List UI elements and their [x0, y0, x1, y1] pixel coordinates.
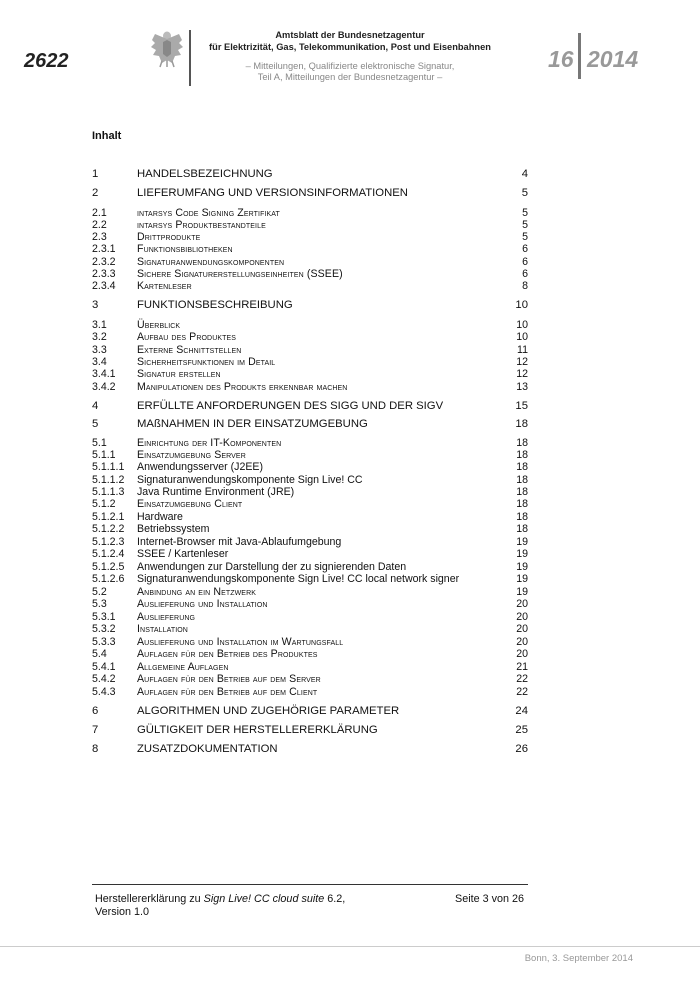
- toc-entry-title: Überblick: [137, 319, 181, 331]
- gazette-subtitle: [200, 61, 500, 83]
- toc-entry-number: 5.1.2.6: [92, 573, 125, 585]
- toc-entry-page: 25: [515, 724, 528, 736]
- toc-entry: [92, 623, 528, 636]
- toc-entry-page: 5: [522, 207, 528, 219]
- toc-entry-title: Kartenleser: [137, 280, 192, 292]
- toc-entry-title: Einsatzumgebung Client: [137, 498, 243, 510]
- toc-entry-number: 5.1.2.1: [92, 511, 125, 523]
- toc-entry: [92, 498, 528, 511]
- toc-entry-title: Funktionsbibliotheken: [137, 243, 233, 255]
- toc-entry: [92, 673, 528, 686]
- toc-entry-page: 4: [521, 168, 528, 180]
- toc-entry-title: Auflagen für den Betrieb auf dem Server: [137, 673, 321, 685]
- federal-eagle-icon: [150, 30, 184, 68]
- toc-entry: [92, 243, 528, 256]
- toc-entry: [92, 368, 528, 381]
- toc-entry-number: 5.3.3: [92, 636, 116, 648]
- toc-entry: [92, 381, 528, 394]
- toc-entry-number: 6: [92, 705, 99, 717]
- toc-entry-page: 10: [515, 299, 528, 311]
- toc-entry-number: 8: [92, 743, 99, 755]
- toc-entry-number: 5.1.2: [92, 498, 116, 510]
- footer-version: Version 1.0: [95, 905, 150, 918]
- toc-entry-number: 2.3.2: [92, 256, 116, 268]
- toc-entry-number: 5.3.1: [92, 611, 116, 623]
- toc-entry-page: 20: [516, 636, 528, 648]
- toc-entry-number: 5.4.3: [92, 686, 116, 698]
- toc-entry-title: Sicherheitsfunktionen im Detail: [137, 356, 276, 368]
- toc-entry-title: Drittprodukte: [137, 231, 201, 243]
- toc-entry-page: 21: [516, 661, 528, 673]
- toc-entry-number: 5.1: [92, 437, 107, 449]
- toc-entry-page: 18: [516, 437, 528, 449]
- toc-entry: [92, 331, 528, 344]
- toc-entry-number: 5.4.2: [92, 673, 116, 685]
- toc-entry: [92, 187, 528, 200]
- toc-entry-number: 2.3.3: [92, 268, 116, 280]
- toc-entry-title: Auflagen für den Betrieb des Produktes: [137, 648, 318, 660]
- toc-entry-number: 1: [92, 168, 99, 180]
- toc-entry-page: 12: [516, 356, 528, 368]
- toc-entry-page: 19: [516, 548, 528, 560]
- toc-entry-number: 2.3.4: [92, 280, 116, 292]
- toc-entry-title: Externe Schnittstellen: [137, 344, 242, 356]
- toc-entry-title: Hardware: [137, 511, 183, 523]
- toc-entry-title: Signaturanwendungskomponente Sign Live! CC: [137, 474, 363, 486]
- toc-entry-number: 3.3: [92, 344, 107, 356]
- toc-entry-page: 18: [516, 449, 528, 461]
- toc-entry: [92, 400, 528, 413]
- toc-entry-title: Internet-Browser mit Java-Ablaufumgebung: [137, 536, 342, 548]
- gazette-subtitle-line1: – Mitteilungen, Qualifizierte elektronische Signatur,: [245, 61, 455, 71]
- footer-prefix: Herstellererklärung zu: [95, 893, 204, 905]
- toc-entry-number: 2.3: [92, 231, 107, 243]
- toc-entry-page: 26: [515, 743, 528, 755]
- toc-entry-title: intarsys Code Signing Zertifikat: [137, 207, 280, 219]
- toc-entry-number: 5.1.1.3: [92, 486, 125, 498]
- footer-document-info: [95, 893, 345, 918]
- toc-entry-title: Einrichtung der IT-Komponenten: [137, 437, 282, 449]
- toc-entry: [92, 280, 528, 293]
- toc-entry-page: 19: [516, 586, 528, 598]
- toc-entry-title: Signaturanwendungskomponente Sign Live! CC local network signer: [137, 573, 460, 585]
- toc-entry-number: 2.2: [92, 219, 107, 231]
- footer-page-count: Seite 3 von 26: [455, 893, 525, 905]
- toc-entry: [92, 461, 528, 474]
- toc-entry-title: Sichere Signaturerstellungseinheiten (SSEE): [137, 268, 343, 280]
- toc-entry: [92, 573, 528, 586]
- toc-entry-page: 10: [516, 331, 528, 343]
- toc-entry-title: Anwendungen zur Darstellung der zu signierenden Daten: [137, 561, 407, 573]
- toc-entry: [92, 168, 528, 181]
- gazette-subtitle-line2: Teil A, Mitteilungen der Bundesnetzagentur –: [257, 72, 443, 82]
- toc-entry-page: 19: [516, 561, 528, 573]
- gazette-title-line2: für Elektrizität, Gas, Telekommunikation, Post und Eisenbahnen: [209, 41, 491, 52]
- toc-entry-title: Anbindung an ein Netzwerk: [137, 586, 256, 598]
- toc-entry-page: 19: [516, 536, 528, 548]
- toc-entry-title: ERFÜLLTE ANFORDERUNGEN DES SIGG UND DER SIGV: [137, 400, 444, 412]
- toc-entry-page: 8: [522, 280, 528, 292]
- toc-entry-title: ALGORITHMEN UND ZUGEHÖRIGE PARAMETER: [137, 705, 400, 717]
- toc-entry-title: Signatur erstellen: [137, 368, 221, 380]
- toc-entry-number: 5.3.2: [92, 623, 116, 635]
- toc-entry-title: Java Runtime Environment (JRE): [137, 486, 295, 498]
- toc-entry-page: 18: [516, 486, 528, 498]
- toc-entry: [92, 523, 528, 536]
- toc-entry-number: 3.2: [92, 331, 107, 343]
- toc-entry-page: 18: [516, 523, 528, 535]
- toc-entry-number: 3.4.1: [92, 368, 116, 380]
- toc-entry-title: ZUSATZDOKUMENTATION: [137, 743, 278, 755]
- toc-entry-page: 22: [516, 686, 528, 698]
- footer-rule: [92, 884, 528, 885]
- toc-entry-title: Signaturanwendungskomponenten: [137, 256, 285, 268]
- toc-entry-title: HANDELSBEZEICHNUNG: [137, 168, 273, 180]
- toc-entry-number: 3.4: [92, 356, 107, 368]
- issue-number: 16: [548, 46, 574, 72]
- toc-entry: [92, 686, 528, 699]
- footer-product: Sign Live! CC cloud suite: [203, 893, 325, 905]
- toc-entry-number: 5.1.1.2: [92, 474, 125, 486]
- toc-entry-page: 20: [516, 611, 528, 623]
- toc-entry-title: GÜLTIGKEIT DER HERSTELLERERKLÄRUNG: [137, 724, 378, 736]
- toc-entry-title: Installation: [137, 623, 188, 635]
- toc-entry-number: 7: [92, 724, 99, 736]
- toc-entry-page: 18: [516, 474, 528, 486]
- toc-entry-page: 11: [517, 344, 528, 356]
- toc-entry: [92, 724, 528, 737]
- toc-entry-title: Einsatzumgebung Server: [137, 449, 246, 461]
- toc-entry: [92, 743, 528, 756]
- toc-entry-page: 24: [515, 705, 528, 717]
- toc-entry-page: 5: [522, 219, 528, 231]
- toc-entry-page: 6: [522, 243, 528, 255]
- footer-suffix: 6.2,: [324, 893, 346, 905]
- toc-entry-title: Aufbau des Produktes: [137, 331, 237, 343]
- bottom-date: Bonn, 3. September 2014: [524, 953, 633, 964]
- toc-entry-number: 5.1.2.2: [92, 523, 125, 535]
- toc-entry-title: SSEE / Kartenleser: [137, 548, 229, 560]
- toc-entry-title: intarsys Produktbestandteile: [137, 219, 266, 231]
- toc-entry: [92, 705, 528, 718]
- toc-entry-number: 5.4.1: [92, 661, 116, 673]
- toc-entry: [92, 299, 528, 312]
- toc-entry-number: 5.2: [92, 586, 107, 598]
- toc-entry: [92, 548, 528, 561]
- toc-entry-number: 5.1.2.4: [92, 548, 125, 560]
- toc-entry-page: 22: [516, 673, 528, 685]
- toc-entry-title: Betriebssystem: [137, 523, 210, 535]
- toc-entry-number: 5.3: [92, 598, 107, 610]
- toc-entry-title: Allgemeine Auflagen: [137, 661, 229, 673]
- toc-entry-number: 5: [92, 418, 99, 430]
- toc-entry-page: 6: [522, 268, 528, 280]
- issue-divider: [578, 33, 581, 79]
- toc-entry: [92, 648, 528, 661]
- toc-entry-page: 20: [516, 648, 528, 660]
- toc-entry-title: Auslieferung und Installation: [137, 598, 268, 610]
- toc-entry-title: Auslieferung: [137, 611, 196, 623]
- toc-entry-number: 5.4: [92, 648, 107, 660]
- toc-entry-page: 15: [515, 400, 528, 412]
- issue-year: 2014: [587, 46, 639, 72]
- toc-entry-number: 3.1: [92, 319, 107, 331]
- toc-entry-title: MAßNAHMEN IN DER EINSATZUMGEBUNG: [137, 418, 368, 430]
- toc-entry-number: 3.4.2: [92, 381, 116, 393]
- toc-entry-title: LIEFERUMFANG UND VERSIONSINFORMATIONEN: [137, 187, 408, 199]
- gazette-title: [200, 30, 500, 53]
- toc-entry-number: 3: [92, 299, 99, 311]
- toc-entry-title: Manipulationen des Produkts erkennbar machen: [137, 381, 348, 393]
- toc-entry: [92, 598, 528, 611]
- toc-entry-number: 5.1.1.1: [92, 461, 125, 473]
- toc-entry-page: 18: [516, 461, 528, 473]
- toc-entry-number: 5.1.1: [92, 449, 116, 461]
- header-divider: [189, 30, 191, 86]
- toc-entry-number: 2: [92, 187, 99, 199]
- toc-entry: [92, 418, 528, 431]
- page-number: 2622: [24, 50, 69, 72]
- toc-entry-page: 18: [515, 418, 528, 430]
- toc-entry-page: 6: [522, 256, 528, 268]
- toc-entry-page: 5: [521, 187, 528, 199]
- bottom-rule: [0, 946, 700, 947]
- toc-entry-number: 4: [92, 400, 99, 412]
- toc-entry-page: 12: [516, 368, 528, 380]
- toc-entry-page: 18: [516, 498, 528, 510]
- toc-entry-page: 5: [522, 231, 528, 243]
- toc-entry-number: 5.1.2.3: [92, 536, 125, 548]
- toc-entry-page: 13: [516, 381, 528, 393]
- gazette-title-line1: Amtsblatt der Bundesnetzagentur: [275, 30, 425, 40]
- toc-entry-page: 18: [516, 511, 528, 523]
- toc-heading: Inhalt: [92, 130, 122, 142]
- toc-entry-title: FUNKTIONSBESCHREIBUNG: [137, 299, 293, 311]
- toc-entry-page: 19: [516, 573, 528, 585]
- toc-entry-number: 5.1.2.5: [92, 561, 125, 573]
- toc-entry-number: 2.3.1: [92, 243, 116, 255]
- toc-entry-page: 20: [516, 623, 528, 635]
- toc-entry-title: Auslieferung und Installation im Wartungsfall: [137, 636, 344, 648]
- toc-entry-number: 2.1: [92, 207, 107, 219]
- toc-entry-title: Anwendungsserver (J2EE): [137, 461, 264, 473]
- toc-entry-page: 20: [516, 598, 528, 610]
- toc-entry-title: Auflagen für den Betrieb auf dem Client: [137, 686, 318, 698]
- toc-entry-page: 10: [516, 319, 528, 331]
